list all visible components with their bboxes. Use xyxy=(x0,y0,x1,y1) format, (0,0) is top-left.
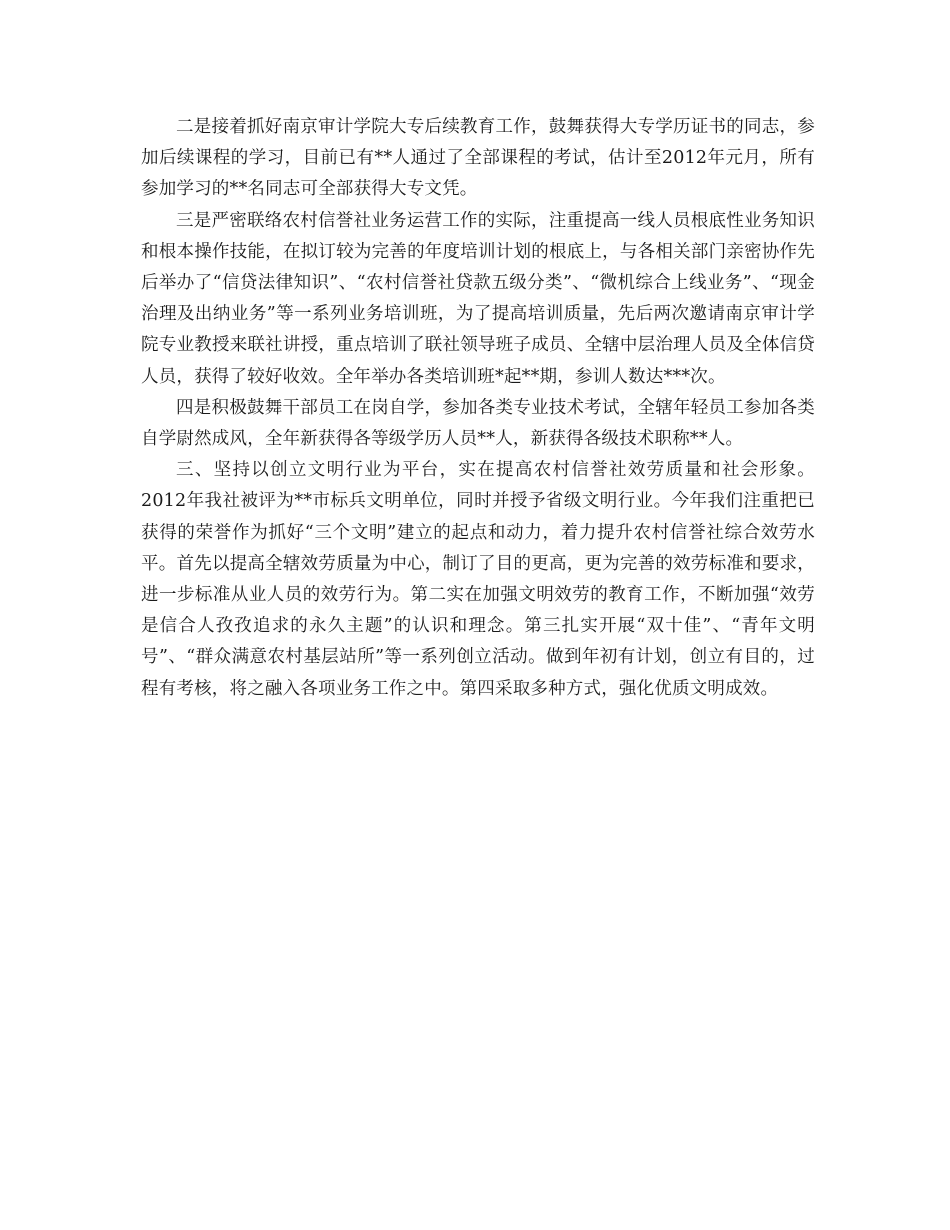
paragraph-business-training: 三是严密联络农村信誉社业务运营工作的实际，注重提高一线人员根底性业务知识和根本操作技能，在拟订较为完善的年度培训计划的根底上，与各相关部门亲密协作先后举办了“信贷法律知识”、“农村信誉社贷款五级分类”、“微机综合上线业务”、“现金治理及出纳业务”等一系列业务培训班，为了提高培训质量，先后两次邀请南京审计学院专业教授来联社讲授，重点培训了联社领导班子成员、全辖中层治理人员及全体信贷人员，获得了较好收效。全年举办各类培训班*起**期，参训人数达***次。 xyxy=(141,210,815,387)
document-body xyxy=(141,112,815,705)
paragraph-self-study: 四是积极鼓舞干部员工在岗自学，参加各类专业技术考试，全辖年轻员工参加各类自学尉然成风，全年新获得各等级学历人员**人，新获得各级技术职称**人。 xyxy=(141,397,815,450)
paragraph-civilized-industry: 三、坚持以创立文明行业为平台，实在提高农村信誉社效劳质量和社会形象。2012年我社被评为**市标兵文明单位，同时并授予省级文明行业。今年我们注重把已获得的荣誉作为抓好“三个文明”建立的起点和动力，着力提升农村信誉社综合效劳水平。首先以提高全辖效劳质量为中心，制订了目的更高，更为完善的效劳标准和要求，进一步标准从业人员的效劳行为。第二实在加强文明效劳的教育工作，不断加强“效劳是信合人孜孜追求的永久主题”的认识和理念。第三扎实开展“双十佳”、“青年文明号”、“群众满意农村基层站所”等一系列创立活动。做到年初有计划，创立有目的，过程有考核，将之融入各项业务工作之中。第四采取多种方式，强化优质文明成效。 xyxy=(141,460,815,699)
paragraph-continuing-education: 二是接着抓好南京审计学院大专后续教育工作，鼓舞获得大专学历证书的同志，参加后续课程的学习，目前已有**人通过了全部课程的考试，估计至2012年元月，所有参加学习的**名同志可全部获得大专文凭。 xyxy=(141,117,815,200)
